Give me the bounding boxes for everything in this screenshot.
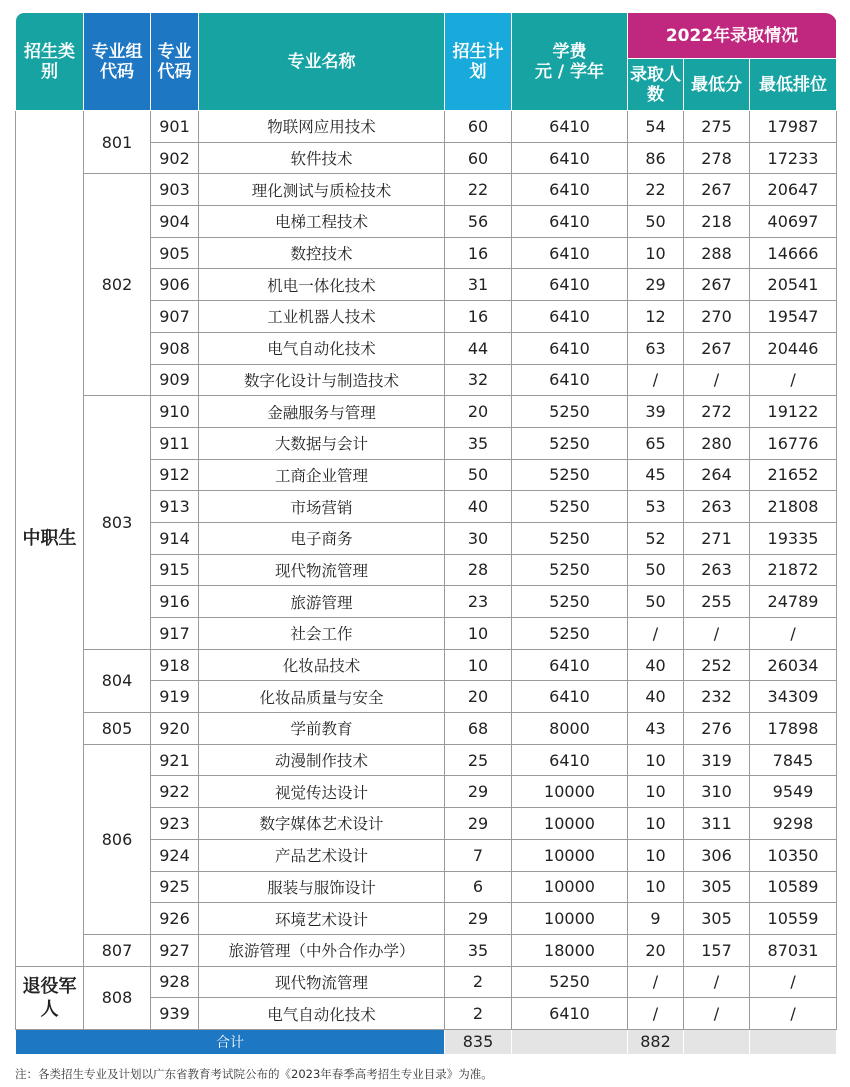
min-score-cell: 306 [684,839,750,871]
group-code-cell: 808 [84,966,151,1029]
category-cell: 退役军人 [16,966,84,1029]
min-score-cell: 267 [684,269,750,301]
major-name-cell: 产品艺术设计 [199,839,445,871]
group-code-cell: 805 [84,713,151,745]
admitted-cell: 53 [628,491,684,523]
admitted-cell: 20 [628,934,684,966]
tuition-cell: 5250 [512,586,628,618]
tuition-cell: 10000 [512,776,628,808]
major-name-cell: 服装与服饰设计 [199,871,445,903]
tuition-cell: 5250 [512,554,628,586]
min-rank-cell: 87031 [750,934,837,966]
major-name-cell: 化妆品质量与安全 [199,681,445,713]
min-rank-cell: / [750,618,837,650]
group-code-cell: 804 [84,649,151,712]
min-rank-cell: 10559 [750,903,837,935]
min-rank-cell: 10589 [750,871,837,903]
min-score-cell: 319 [684,744,750,776]
major-name-cell: 大数据与会计 [199,427,445,459]
major-code-cell: 912 [151,459,199,491]
major-code-cell: 908 [151,332,199,364]
tuition-cell: 6410 [512,364,628,396]
plan-cell: 22 [445,174,512,206]
min-rank-cell: 24789 [750,586,837,618]
min-score-cell: / [684,618,750,650]
min-score-cell: 310 [684,776,750,808]
admitted-cell: 10 [628,871,684,903]
plan-cell: 16 [445,301,512,333]
tuition-cell: 6410 [512,681,628,713]
plan-cell: 20 [445,396,512,428]
plan-cell: 30 [445,522,512,554]
header-admission-2022: 2022年录取情况 [628,13,837,59]
admitted-cell: 9 [628,903,684,935]
table-body [16,111,837,1055]
total-plan: 835 [445,1029,512,1054]
tuition-cell: 6410 [512,649,628,681]
total-blank [750,1029,837,1054]
min-score-cell: 252 [684,649,750,681]
tuition-cell: 10000 [512,871,628,903]
min-score-cell: 311 [684,808,750,840]
plan-cell: 16 [445,237,512,269]
group-code-cell: 803 [84,396,151,650]
plan-cell: 35 [445,934,512,966]
plan-cell: 60 [445,111,512,143]
major-name-cell: 理化测试与质检技术 [199,174,445,206]
min-score-cell: 270 [684,301,750,333]
admitted-cell: 10 [628,839,684,871]
min-score-cell: 271 [684,522,750,554]
min-rank-cell: 16776 [750,427,837,459]
tuition-cell: 6410 [512,142,628,174]
major-name-cell: 现代物流管理 [199,554,445,586]
min-rank-cell: 34309 [750,681,837,713]
min-score-cell: 288 [684,237,750,269]
admitted-cell: 43 [628,713,684,745]
admitted-cell: 40 [628,681,684,713]
total-label: 合计 [16,1029,445,1054]
major-name-cell: 电气自动化技术 [199,332,445,364]
major-name-cell: 视觉传达设计 [199,776,445,808]
tuition-cell: 10000 [512,839,628,871]
major-code-cell: 920 [151,713,199,745]
tuition-cell: 6410 [512,301,628,333]
min-score-cell: 263 [684,554,750,586]
major-code-cell: 911 [151,427,199,459]
min-rank-cell: 19335 [750,522,837,554]
plan-cell: 29 [445,903,512,935]
plan-cell: 28 [445,554,512,586]
group-code-cell: 801 [84,111,151,174]
tuition-cell: 10000 [512,903,628,935]
admitted-cell: / [628,618,684,650]
major-code-cell: 923 [151,808,199,840]
major-code-cell: 928 [151,966,199,998]
min-score-cell: 272 [684,396,750,428]
tuition-cell: 6410 [512,206,628,238]
major-name-cell: 社会工作 [199,618,445,650]
table-row [16,744,837,776]
table-row [16,396,837,428]
min-score-cell: 305 [684,871,750,903]
header-tuition: 学费 元 / 学年 [512,13,628,111]
min-rank-cell: 17987 [750,111,837,143]
tuition-cell: 5250 [512,459,628,491]
table-row [16,713,837,745]
min-score-cell: 218 [684,206,750,238]
major-name-cell: 软件技术 [199,142,445,174]
tuition-cell: 18000 [512,934,628,966]
table-row [16,934,837,966]
min-rank-cell: 40697 [750,206,837,238]
major-code-cell: 907 [151,301,199,333]
min-rank-cell: 10350 [750,839,837,871]
min-score-cell: 276 [684,713,750,745]
tuition-cell: 8000 [512,713,628,745]
admitted-cell: / [628,364,684,396]
major-code-cell: 916 [151,586,199,618]
header-plan: 招生计划 [445,13,512,111]
tuition-cell: 6410 [512,174,628,206]
admitted-cell: 29 [628,269,684,301]
major-name-cell: 工商企业管理 [199,459,445,491]
tuition-cell: 5250 [512,618,628,650]
tuition-cell: 5250 [512,491,628,523]
major-name-cell: 旅游管理 [199,586,445,618]
min-rank-cell: 21652 [750,459,837,491]
header-admitted: 录取人数 [628,59,684,111]
tuition-cell: 5250 [512,427,628,459]
admission-table [15,12,837,1055]
major-code-cell: 922 [151,776,199,808]
min-score-cell: / [684,998,750,1030]
major-name-cell: 现代物流管理 [199,966,445,998]
total-row [16,1029,837,1054]
plan-cell: 23 [445,586,512,618]
total-blank [512,1029,628,1054]
plan-cell: 56 [445,206,512,238]
table-row [16,111,837,143]
min-rank-cell: 20647 [750,174,837,206]
major-name-cell: 数字媒体艺术设计 [199,808,445,840]
header-category: 招生类别 [16,13,84,111]
major-code-cell: 926 [151,903,199,935]
major-code-cell: 903 [151,174,199,206]
min-score-cell: / [684,364,750,396]
plan-cell: 7 [445,839,512,871]
min-rank-cell: 21872 [750,554,837,586]
major-code-cell: 901 [151,111,199,143]
min-rank-cell: 19547 [750,301,837,333]
admitted-cell: 12 [628,301,684,333]
plan-cell: 25 [445,744,512,776]
admitted-cell: 50 [628,554,684,586]
plan-cell: 2 [445,966,512,998]
tuition-cell: 5250 [512,966,628,998]
admitted-cell: / [628,966,684,998]
tuition-cell: 6410 [512,332,628,364]
major-name-cell: 机电一体化技术 [199,269,445,301]
group-code-cell: 802 [84,174,151,396]
plan-cell: 44 [445,332,512,364]
major-name-cell: 数字化设计与制造技术 [199,364,445,396]
table-row [16,649,837,681]
major-name-cell: 旅游管理（中外合作办学） [199,934,445,966]
plan-cell: 40 [445,491,512,523]
major-code-cell: 919 [151,681,199,713]
plan-cell: 60 [445,142,512,174]
admitted-cell: 45 [628,459,684,491]
major-name-cell: 学前教育 [199,713,445,745]
category-cell: 中职生 [16,111,84,967]
min-score-cell: 278 [684,142,750,174]
min-rank-cell: / [750,998,837,1030]
min-rank-cell: 19122 [750,396,837,428]
plan-cell: 29 [445,776,512,808]
major-name-cell: 环境艺术设计 [199,903,445,935]
admitted-cell: 10 [628,808,684,840]
admitted-cell: 39 [628,396,684,428]
major-name-cell: 化妆品技术 [199,649,445,681]
admission-table-container [15,12,836,1060]
plan-cell: 50 [445,459,512,491]
major-name-cell: 电梯工程技术 [199,206,445,238]
min-score-cell: 157 [684,934,750,966]
plan-cell: 29 [445,808,512,840]
plan-cell: 20 [445,681,512,713]
table-row [16,174,837,206]
major-code-cell: 921 [151,744,199,776]
total-admitted: 882 [628,1029,684,1054]
admitted-cell: 86 [628,142,684,174]
admitted-cell: 22 [628,174,684,206]
admitted-cell: 52 [628,522,684,554]
plan-cell: 6 [445,871,512,903]
min-score-cell: 267 [684,332,750,364]
plan-cell: 10 [445,618,512,650]
major-code-cell: 910 [151,396,199,428]
min-rank-cell: / [750,966,837,998]
total-blank [684,1029,750,1054]
tuition-cell: 6410 [512,237,628,269]
header-major-code: 专业代码 [151,13,199,111]
plan-cell: 35 [445,427,512,459]
min-rank-cell: 20446 [750,332,837,364]
major-name-cell: 工业机器人技术 [199,301,445,333]
major-name-cell: 市场营销 [199,491,445,523]
plan-cell: 2 [445,998,512,1030]
major-code-cell: 914 [151,522,199,554]
admitted-cell: 50 [628,586,684,618]
major-name-cell: 物联网应用技术 [199,111,445,143]
min-rank-cell: 26034 [750,649,837,681]
major-name-cell: 电子商务 [199,522,445,554]
min-score-cell: 275 [684,111,750,143]
min-score-cell: 280 [684,427,750,459]
major-code-cell: 913 [151,491,199,523]
header-min-score: 最低分 [684,59,750,111]
major-code-cell: 925 [151,871,199,903]
major-code-cell: 939 [151,998,199,1030]
admitted-cell: 10 [628,237,684,269]
group-code-cell: 806 [84,744,151,934]
admitted-cell: 10 [628,776,684,808]
min-rank-cell: 7845 [750,744,837,776]
table-header [16,13,837,111]
major-name-cell: 电气自动化技术 [199,998,445,1030]
tuition-cell: 6410 [512,744,628,776]
tuition-cell: 5250 [512,396,628,428]
min-rank-cell: 9549 [750,776,837,808]
min-score-cell: 232 [684,681,750,713]
major-code-cell: 924 [151,839,199,871]
table-row [16,966,837,998]
min-score-cell: 264 [684,459,750,491]
admitted-cell: 65 [628,427,684,459]
footnote: 注：各类招生专业及计划以广东省教育考试院公布的《2023年春季高考招生专业目录》为准。 [15,1067,493,1081]
major-code-cell: 906 [151,269,199,301]
header-min-rank: 最低排位 [750,59,837,111]
tuition-cell: 6410 [512,111,628,143]
major-code-cell: 905 [151,237,199,269]
min-score-cell: 305 [684,903,750,935]
admitted-cell: 40 [628,649,684,681]
min-rank-cell: 20541 [750,269,837,301]
min-score-cell: 267 [684,174,750,206]
major-code-cell: 915 [151,554,199,586]
major-code-cell: 904 [151,206,199,238]
major-name-cell: 动漫制作技术 [199,744,445,776]
plan-cell: 32 [445,364,512,396]
plan-cell: 31 [445,269,512,301]
admitted-cell: / [628,998,684,1030]
header-group-code: 专业组代码 [84,13,151,111]
major-name-cell: 金融服务与管理 [199,396,445,428]
plan-cell: 68 [445,713,512,745]
tuition-cell: 6410 [512,998,628,1030]
group-code-cell: 807 [84,934,151,966]
min-rank-cell: 14666 [750,237,837,269]
min-rank-cell: 9298 [750,808,837,840]
min-rank-cell: 17233 [750,142,837,174]
tuition-cell: 6410 [512,269,628,301]
admitted-cell: 50 [628,206,684,238]
major-code-cell: 927 [151,934,199,966]
major-name-cell: 数控技术 [199,237,445,269]
major-code-cell: 918 [151,649,199,681]
min-rank-cell: 21808 [750,491,837,523]
major-code-cell: 917 [151,618,199,650]
admitted-cell: 54 [628,111,684,143]
major-code-cell: 902 [151,142,199,174]
plan-cell: 10 [445,649,512,681]
min-rank-cell: / [750,364,837,396]
min-score-cell: 263 [684,491,750,523]
header-major-name: 专业名称 [199,13,445,111]
min-rank-cell: 17898 [750,713,837,745]
min-score-cell: / [684,966,750,998]
admitted-cell: 63 [628,332,684,364]
tuition-cell: 10000 [512,808,628,840]
admitted-cell: 10 [628,744,684,776]
major-code-cell: 909 [151,364,199,396]
min-score-cell: 255 [684,586,750,618]
tuition-cell: 5250 [512,522,628,554]
